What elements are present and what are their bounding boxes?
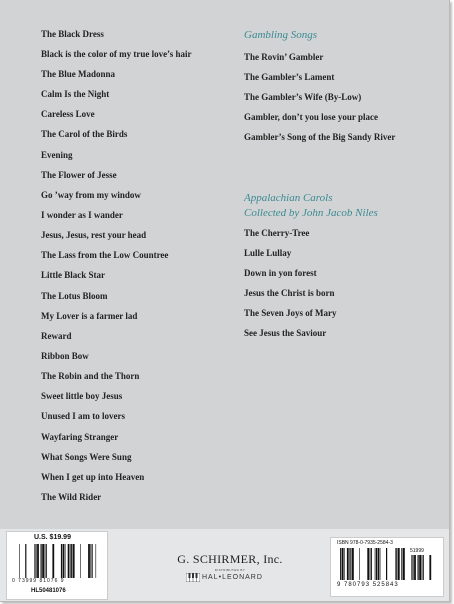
item-number: HL50481076 bbox=[31, 588, 66, 594]
song-title: The Cherry-Tree bbox=[244, 228, 310, 238]
song-title: Down in yon forest bbox=[244, 268, 317, 278]
song-title: The Blue Madonna bbox=[41, 69, 116, 79]
song-title: Wayfaring Stranger bbox=[41, 432, 119, 442]
song-title: The Robin and the Thorn bbox=[41, 371, 140, 381]
song-title: The Lotus Bloom bbox=[41, 291, 108, 301]
song-title: Little Black Star bbox=[41, 270, 105, 280]
section-subheading: Collected by John Jacob Niles bbox=[244, 207, 378, 219]
song-title: Jesus, Jesus, rest your head bbox=[41, 230, 147, 240]
distributor-logo bbox=[186, 572, 263, 582]
section-heading: Gambling Songs bbox=[244, 29, 318, 41]
distributor-label: DISTRIBUTED BY bbox=[214, 568, 246, 572]
section-heading: Appalachian Carols bbox=[244, 192, 333, 204]
isbn-addon-barcode bbox=[409, 555, 437, 580]
song-title: Calm Is the Night bbox=[41, 89, 110, 99]
song-title: When I get up into Heaven bbox=[41, 472, 145, 482]
song-title: Ribbon Bow bbox=[41, 351, 89, 361]
keyboard-logo-icon bbox=[186, 573, 200, 582]
song-title: The Rovin’ Gambler bbox=[244, 52, 324, 62]
isbn-barcode-box bbox=[330, 537, 444, 597]
song-title: Evening bbox=[41, 150, 73, 160]
song-title: The Seven Joys of Mary bbox=[244, 308, 337, 318]
song-title: See Jesus the Saviour bbox=[244, 328, 327, 338]
song-title: Unused I am to lovers bbox=[41, 411, 126, 421]
publisher-name: G. SCHIRMER, Inc. bbox=[177, 552, 283, 566]
song-title: What Songs Were Sung bbox=[41, 452, 132, 462]
upc-digits: 0 73999 81076 9 bbox=[12, 578, 65, 584]
isbn-number: ISBN 978-0-7935-2584-3 bbox=[337, 540, 393, 546]
song-title: Sweet little boy Jesus bbox=[41, 391, 123, 401]
song-title: The Flower of Jesse bbox=[41, 170, 117, 180]
song-title: Careless Love bbox=[41, 109, 95, 119]
song-title: The Carol of the Birds bbox=[41, 129, 128, 139]
isbn-digits: 9 780793 525843 bbox=[337, 582, 399, 588]
song-title: Gambler, don’t you lose your place bbox=[244, 112, 379, 122]
song-title: The Gambler’s Wife (By-Low) bbox=[244, 92, 362, 102]
song-title: The Lass from the Low Countree bbox=[41, 250, 169, 260]
upc-barcode-box bbox=[6, 531, 108, 600]
song-title: I wonder as I wander bbox=[41, 210, 123, 220]
song-title: Lulle Lullay bbox=[244, 248, 292, 258]
song-title: The Wild Rider bbox=[41, 492, 102, 502]
song-title: Go ’way from my window bbox=[41, 190, 141, 200]
isbn-addon-digits: 51999 bbox=[410, 548, 424, 554]
song-title: Black is the color of my true love’s hair bbox=[41, 49, 192, 59]
upc-barcode bbox=[19, 544, 97, 578]
song-title: My Lover is a farmer lad bbox=[41, 311, 138, 321]
isbn-barcode bbox=[339, 548, 405, 580]
song-title: The Gambler’s Lament bbox=[244, 72, 335, 82]
song-title: Reward bbox=[41, 331, 72, 341]
song-title: Gambler’s Song of the Big Sandy River bbox=[244, 132, 396, 142]
song-title: Jesus the Christ is born bbox=[244, 288, 335, 298]
price-label: U.S. $19.99 bbox=[34, 534, 71, 541]
distributor-name: HAL•LEONARD bbox=[202, 573, 263, 581]
song-title: The Black Dress bbox=[41, 29, 104, 39]
